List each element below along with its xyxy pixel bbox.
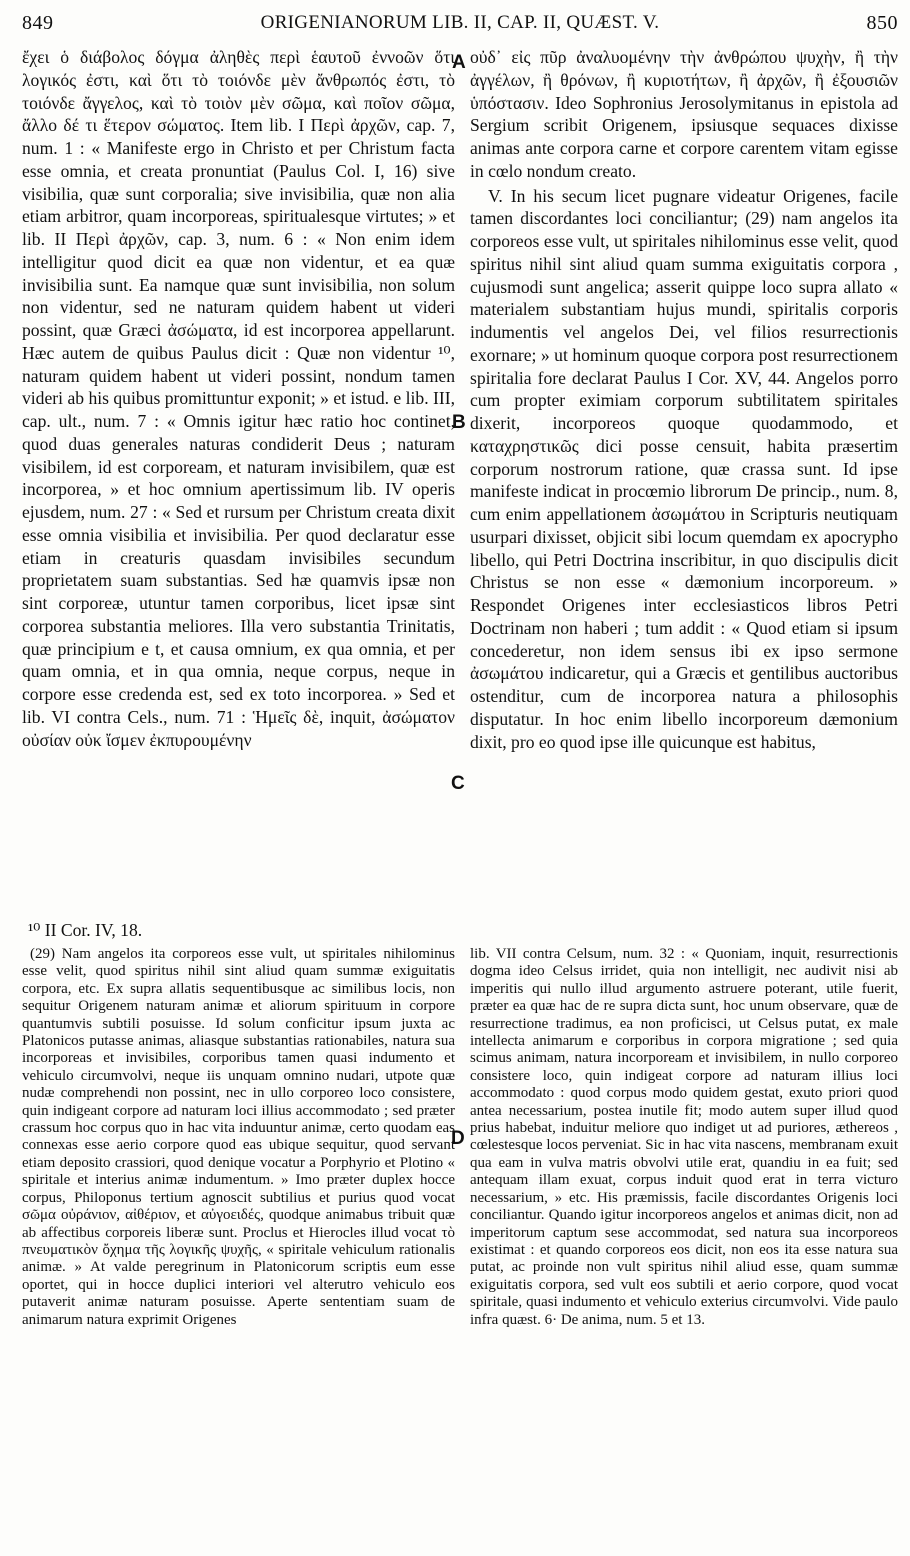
margin-marker-d: D <box>451 1128 465 1149</box>
margin-marker-b: B <box>452 412 466 433</box>
main-text-right-column <box>470 46 898 753</box>
running-title: ORIGENIANORUM LIB. II, CAP. II, QUÆST. V. <box>260 12 660 33</box>
page-header <box>22 6 898 40</box>
notes-left-column <box>22 946 455 1329</box>
main-text-left-paragraph: ἔχει ὁ διάβολος δόγμα ἀληθὲς περὶ ἑαυτοῦ ἐννοῶν ὅτι λογικός ἐστι, καὶ ὅτι τὸ τοιόνδε μὲν ἄνθρωπός ἐστι, τὸ τοιόνδε ἄγγελος, καὶ τὸ τοιὸν μὲν σῶμα, καὶ ποῖον σῶμα, ἄλλο δέ τι ἕτερον σώματος. Item lib. I Περὶ ἀρχῶν, cap. 7, num. 1 : « Manifeste ergo in Christo et per Christum facta esse omnia, et creata pronuntiat (Paulus Col. I, 16) sive visibilia, quæ sunt corporalia; sive invisibilia, quæ non alia etiam arbitror, quam incorporeas, spiritualesque virtutes; » et lib. II Περὶ ἀρχῶν, cap. 3, num. 6 : « Non enim idem intelligitur quod dicit ea quæ non videntur, et ea quæ invisibilia sunt. Ea namque quæ sunt invisibilia, non solum non videntur, sed ne naturam quidem habent ut videri possint, quæ Græci ἀσώματα, id est incorporea appellarunt. Hæc autem de quibus Paulus dicit : Quæ non videntur ¹⁰, naturam quidem habent ut videri possint, nondum tamen videri ab his quibus promittuntur exponit; » et istud. e lib. III, cap. ult., num. 7 : « Omnis igitur hæc ratio hoc continet, quod duas generales naturas condiderit Deus ; naturam visibilem, id est corpoream, et naturam invisibilem, quæ est incorporea, » et hoc omnium apertissimum lib. IV operis ejusdem, num. 27 : « Sed et rursum per Christum creata dixit esse omnia visibilia et invisibilia. Per quod declaratur esse etiam in creaturis quasdam invisibiles secundum proprietatem suam substantias. Sed hæ quamvis ipsæ non sint corporeæ, utuntur tamen corporibus, licet ipsæ sint corporea substantia meliores. Illa vero substantia Trinitatis, quæ principium e t, et causa omnium, ex qua omnia, et per quam omnia, et in qua omnia, neque corpus, neque in corpore esse credenda est, sed ex toto incorporea. » Sed et lib. VI contra Cels., num. 71 : Ἡμεῖς δὲ, inquit, ἀσώματον οὐσίαν οὐκ ἴσμεν ἐκπυρουμένην <box>22 47 455 750</box>
notes-left-paragraph: (29) Nam angelos ita corporeos esse vult, ut spiritales nihilominus esse velit, quod spiritus nihil sint aliud quam summæ exiguitatis corpora, etc. Ex supra allatis sequentibusque ac similibus locis, non sequitur Origenem naturam animæ et aliorum spirituum in corpore quantumvis subtili posuisse. Id solum conficitur ipsum juxta ac Platonicos putasse animas, aliasque substantias rationabiles, natura sua incorporeas et invisibiles, corporibus tamen quasi indumento et vehiculo circumvolvi, neque iis unquam omnino nudari, utpote quæ nudæ comprehendi non possint, nec in ullo corporeo loco consistere, quin indigeant corpore ad naturam loci illius accommodato ; sed præter crassum hoc corpus quo in hac vita induuntur animæ, certo quodam eas connexas esse aerio corpore quod eas ubique sequitur, quod servant etiam deposito crassiori, quod denique vocatur a Porphyrio et Plotino « spiritale et interius animæ indumentum. » Imo præter duplex hocce corpus, Philoponus tertium agnoscit subtilius et purius quod vocat σῶμα οὐράνιον, αἰθέριον, et αὐγοειδές, quodque animabus tribuit quæ ab affectibus corporeis liberæ sunt. Proclus et Hierocles illud vocat τὸ πνευματικὸν ὄχημα τῆς λογικῆς ψυχῆς, « spiritale vehiculum rationalis animæ. » At valde peregrinum in Platonicorum scriptis eum esse oportet, qui in hocce duplici interiori vel alterutro vehiculo eos putaverit animæ naturam posuisse. Aperte sententiam suam de animarum natura exprimit Origenes <box>22 946 455 1328</box>
footnote: ¹⁰ II Cor. IV, 18. <box>28 920 143 940</box>
page-number-right: 850 <box>866 11 898 34</box>
margin-marker-a: A <box>452 52 466 73</box>
main-text-right-paragraph-1: οὐδ᾽ εἰς πῦρ ἀναλυομένην τὴν ἀνθρώπου ψυχὴν, ἢ τὴν ἀγγέλων, ἢ θρόνων, ἢ κυριοτήτων, ἢ ἀρχῶν, ἢ ἐξουσιῶν ὑπόστασιν. Ideo Sophronius Jerosolymitanus in epistola ad Sergium scribit Origenem, ipsiusque sequaces dixisse animas ante corpora carne et corpore carentem vitam egisse in cœlo nondum creato. <box>470 47 898 181</box>
main-text-right-paragraph-2: V. In his secum licet pugnare videatur Origenes, facile tamen discordantes loci conciliantur; (29) nam angelos ita corporeos esse vult, ut spiritales nihilominus esse velit, quod spiritus nihil sint aliud quam summa exiguitatis corpora , cujusmodi sunt angelica; asserit quippe loco supra allato « materialem substantiam hujus mundi, spiritalis corporis indumentis vel angelos Dei, vel filios resurrectionis exornare; » ut hominum quoque corpora post resurrectionem spiritalia fore declarat Paulus I Cor. XV, 44. Angelos porro cum propter eximiam corporum subtilitatem spiritales dixerit, incorporeos quoque quodammodo, et καταχρηστικῶς dici posse censuit, habita præsertim corporum nostrorum ratione, quæ crassa sunt. Id ipse manifeste indicat in procœmio librorum De princip., num. 8, cum enim appellationem ἀσωμάτου in Scripturis neutiquam usurpari dixisset, objicit sibi locum quemdam ex apocrypho libello, qui Petri Doctrina inscribitur, in quo discipulis dicit Christus se non esse « dæmonium incorporeum. » Respondet Origenes inter ecclesiasticos libros Petri Doctrinam non haberi ; tum addit : « Quod etiam si ipsum concederetur, non idem sensus ibi ex ipso sermone ἀσωμάτου indicaretur, qui a Græcis et gentilibus auctoribus ostenditur, cum de incorporea natura a philosophis disputatur. In hoc enim libello incorporeum dæmonium dixit, pro eo quod ipse ille quicunque est habitus, <box>470 185 898 752</box>
margin-marker-c: C <box>451 773 465 794</box>
notes-right-paragraph: lib. VII contra Celsum, num. 32 : « Quoniam, inquit, resurrectionis dogma ideo Celsus irridet, quia non intelligit, nec audivit nisi ab imperitis qui nullo illud argumento astruere poterant, utile fuerit, præter ea quæ hac de re supra dicta sunt, hoc unum observare, quæ de resurrectione tradimus, ea non proficisci, ut Celsus putat, ex male intellecta animarum e corporibus in corpora migratione ; sed quia scimus animam, natura incorpoream et invisibilem, in nullo corporeo consistere loco, quin indigeat corpore ad naturam illius loci accommodato : quod corpus modo quidem gestat, exuto priori quod antea necessarium, postea inutile fit; modo autem super illud quod prius habebat, induitur meliore quo indiget ut ad puriores, æthereos , cœlestesque locos perveniat. Sic in hac vita nascens, membranam exuit qua eam in vulva matris obvolvi utile erat, quandiu in ea fuit; sed antequam illam exuat, corpus induit quod erat in terra victuro necessarium, » etc. His præmissis, facile discordantes Origenis loci conciliantur. Quando igitur incorporeos angelos et animas dicit, non ad imperitorum captum sese accommodat, sed natura sua incorporeos existimat : et quando corporeos eos dicit, non eos ita esse natura sua putat, ac proinde non vult spiritus nihil aliud esse, quam summæ exiguitatis corpora, sed vult eos subtili et aerio corpore, quod vocat spiritale, quasi indumento et vehiculo exterius circumvolvi. Vide paulo infra quæst. 6· De anima, num. 5 et 13. <box>470 946 898 1328</box>
notes-right-column <box>470 946 898 1329</box>
main-text-left-column <box>22 46 455 751</box>
page-number-left: 849 <box>22 11 54 34</box>
